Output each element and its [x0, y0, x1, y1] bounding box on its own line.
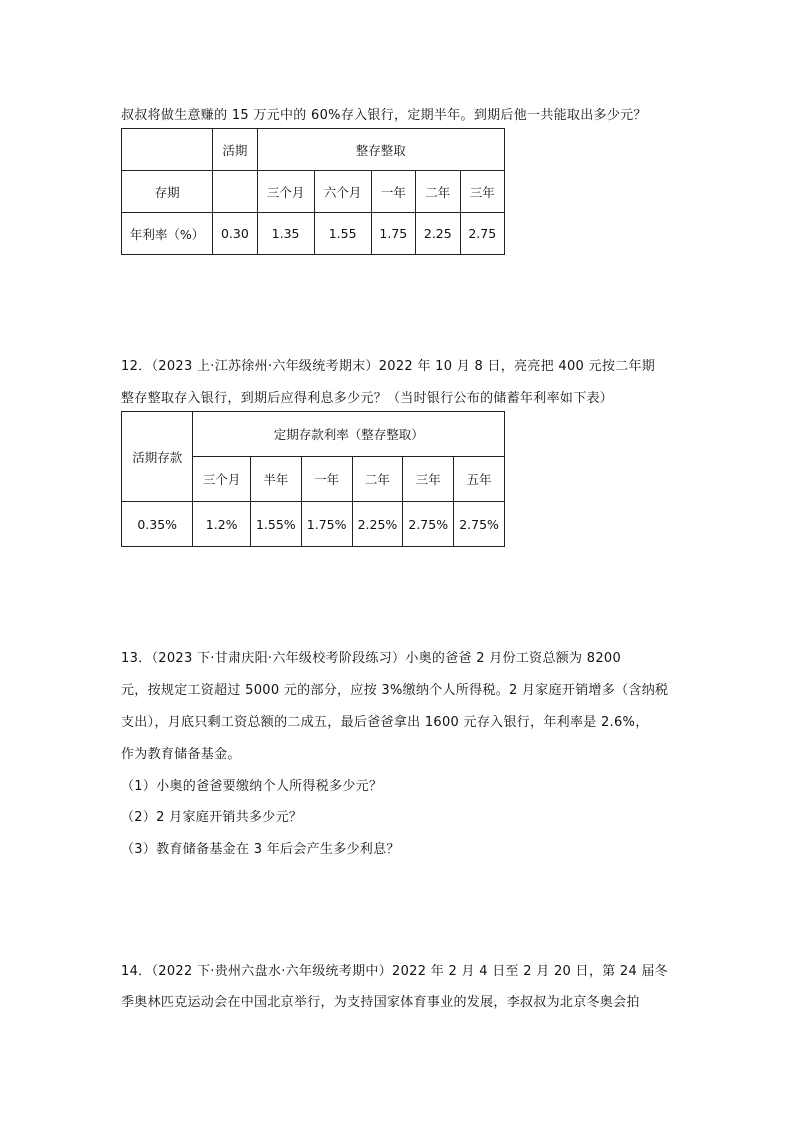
table-cell: 2.75% — [454, 502, 505, 547]
question-12-line-1: 12．（2023 上·江苏徐州·六年级统考期末）2022 年 10 月 8 日，亮亮把 400 元按二年期 — [121, 359, 656, 374]
table-cell: 五年 — [454, 457, 505, 502]
interest-rate-table-2 — [121, 411, 505, 547]
table-cell: 1.2% — [193, 502, 251, 547]
table-cell: 半年 — [250, 457, 301, 502]
table-cell: 三个月 — [257, 171, 314, 213]
table-cell: 三个月 — [193, 457, 251, 502]
question-13-sub-3: （3）教育储备基金在 3 年后会产生多少利息？ — [121, 842, 400, 857]
question-13-sub-1: （1）小奥的爸爸要缴纳个人所得税多少元？ — [121, 779, 383, 794]
table-cell: 二年 — [416, 171, 460, 213]
table-cell: 存期 — [122, 171, 213, 213]
table-row — [122, 502, 505, 547]
table-cell: 整存整取 — [257, 129, 504, 171]
table-cell: 1.75 — [371, 213, 415, 255]
question-13-line-4: 作为教育储备基金。 — [121, 747, 241, 762]
table-cell: 0.35% — [122, 502, 193, 547]
table-cell: 年利率（%） — [122, 213, 213, 255]
table-cell: 2.25% — [352, 502, 403, 547]
table-cell: 三年 — [403, 457, 454, 502]
table-cell: 1.55% — [250, 502, 301, 547]
question-14-line-1: 14．（2022 下·贵州六盘水·六年级统考期中）2022 年 2 月 4 日至 2 月 20 日，第 24 届冬 — [121, 964, 669, 979]
table-row — [122, 412, 505, 457]
question-13-line-1: 13．（2023 下·甘肃庆阳·六年级校考阶段练习）小奥的爸爸 2 月份工资总额为 8200 — [121, 651, 622, 666]
table-cell: 三年 — [460, 171, 504, 213]
table-cell: 2.75 — [460, 213, 504, 255]
question-13-sub-2: （2）2 月家庭开销共多少元？ — [121, 810, 303, 825]
table-cell: 1.55 — [314, 213, 371, 255]
question-11-text: 叔叔将做生意赚的 15 万元中的 60%存入银行，定期半年。到期后他一共能取出多少元？ — [121, 108, 647, 123]
table-cell: 0.30 — [213, 213, 257, 255]
table-cell: 活期存款 — [122, 412, 193, 502]
question-12-line-2: 整存整取存入银行，到期后应得利息多少元？（当时银行公布的储蓄年利率如下表） — [121, 391, 614, 406]
table-cell: 活期 — [213, 129, 257, 171]
question-14-line-2: 季奥林匹克运动会在中国北京举行，为支持国家体育事业的发展，李叔叔为北京冬奥会拍 — [121, 995, 640, 1010]
table-cell: 六个月 — [314, 171, 371, 213]
table-cell — [122, 129, 213, 171]
table-row — [122, 129, 505, 171]
table-cell: 1.75% — [301, 502, 352, 547]
question-13-line-2: 元，按规定工资超过 5000 元的部分，应按 3%缴纳个人所得税。2 月家庭开销增多（含纳税 — [121, 683, 669, 698]
table-cell — [213, 171, 257, 213]
question-13-line-3: 支出），月底只剩工资总额的二成五，最后爸爸拿出 1600 元存入银行，年利率是 2.6%， — [121, 715, 649, 730]
table-cell: 2.25 — [416, 213, 460, 255]
table-row — [122, 171, 505, 213]
table-cell: 定期存款利率（整存整取） — [193, 412, 505, 457]
table-cell: 二年 — [352, 457, 403, 502]
table-cell: 2.75% — [403, 502, 454, 547]
table-cell: 一年 — [301, 457, 352, 502]
table-cell: 一年 — [371, 171, 415, 213]
table-row — [122, 213, 505, 255]
interest-rate-table-1 — [121, 128, 505, 255]
table-cell: 1.35 — [257, 213, 314, 255]
